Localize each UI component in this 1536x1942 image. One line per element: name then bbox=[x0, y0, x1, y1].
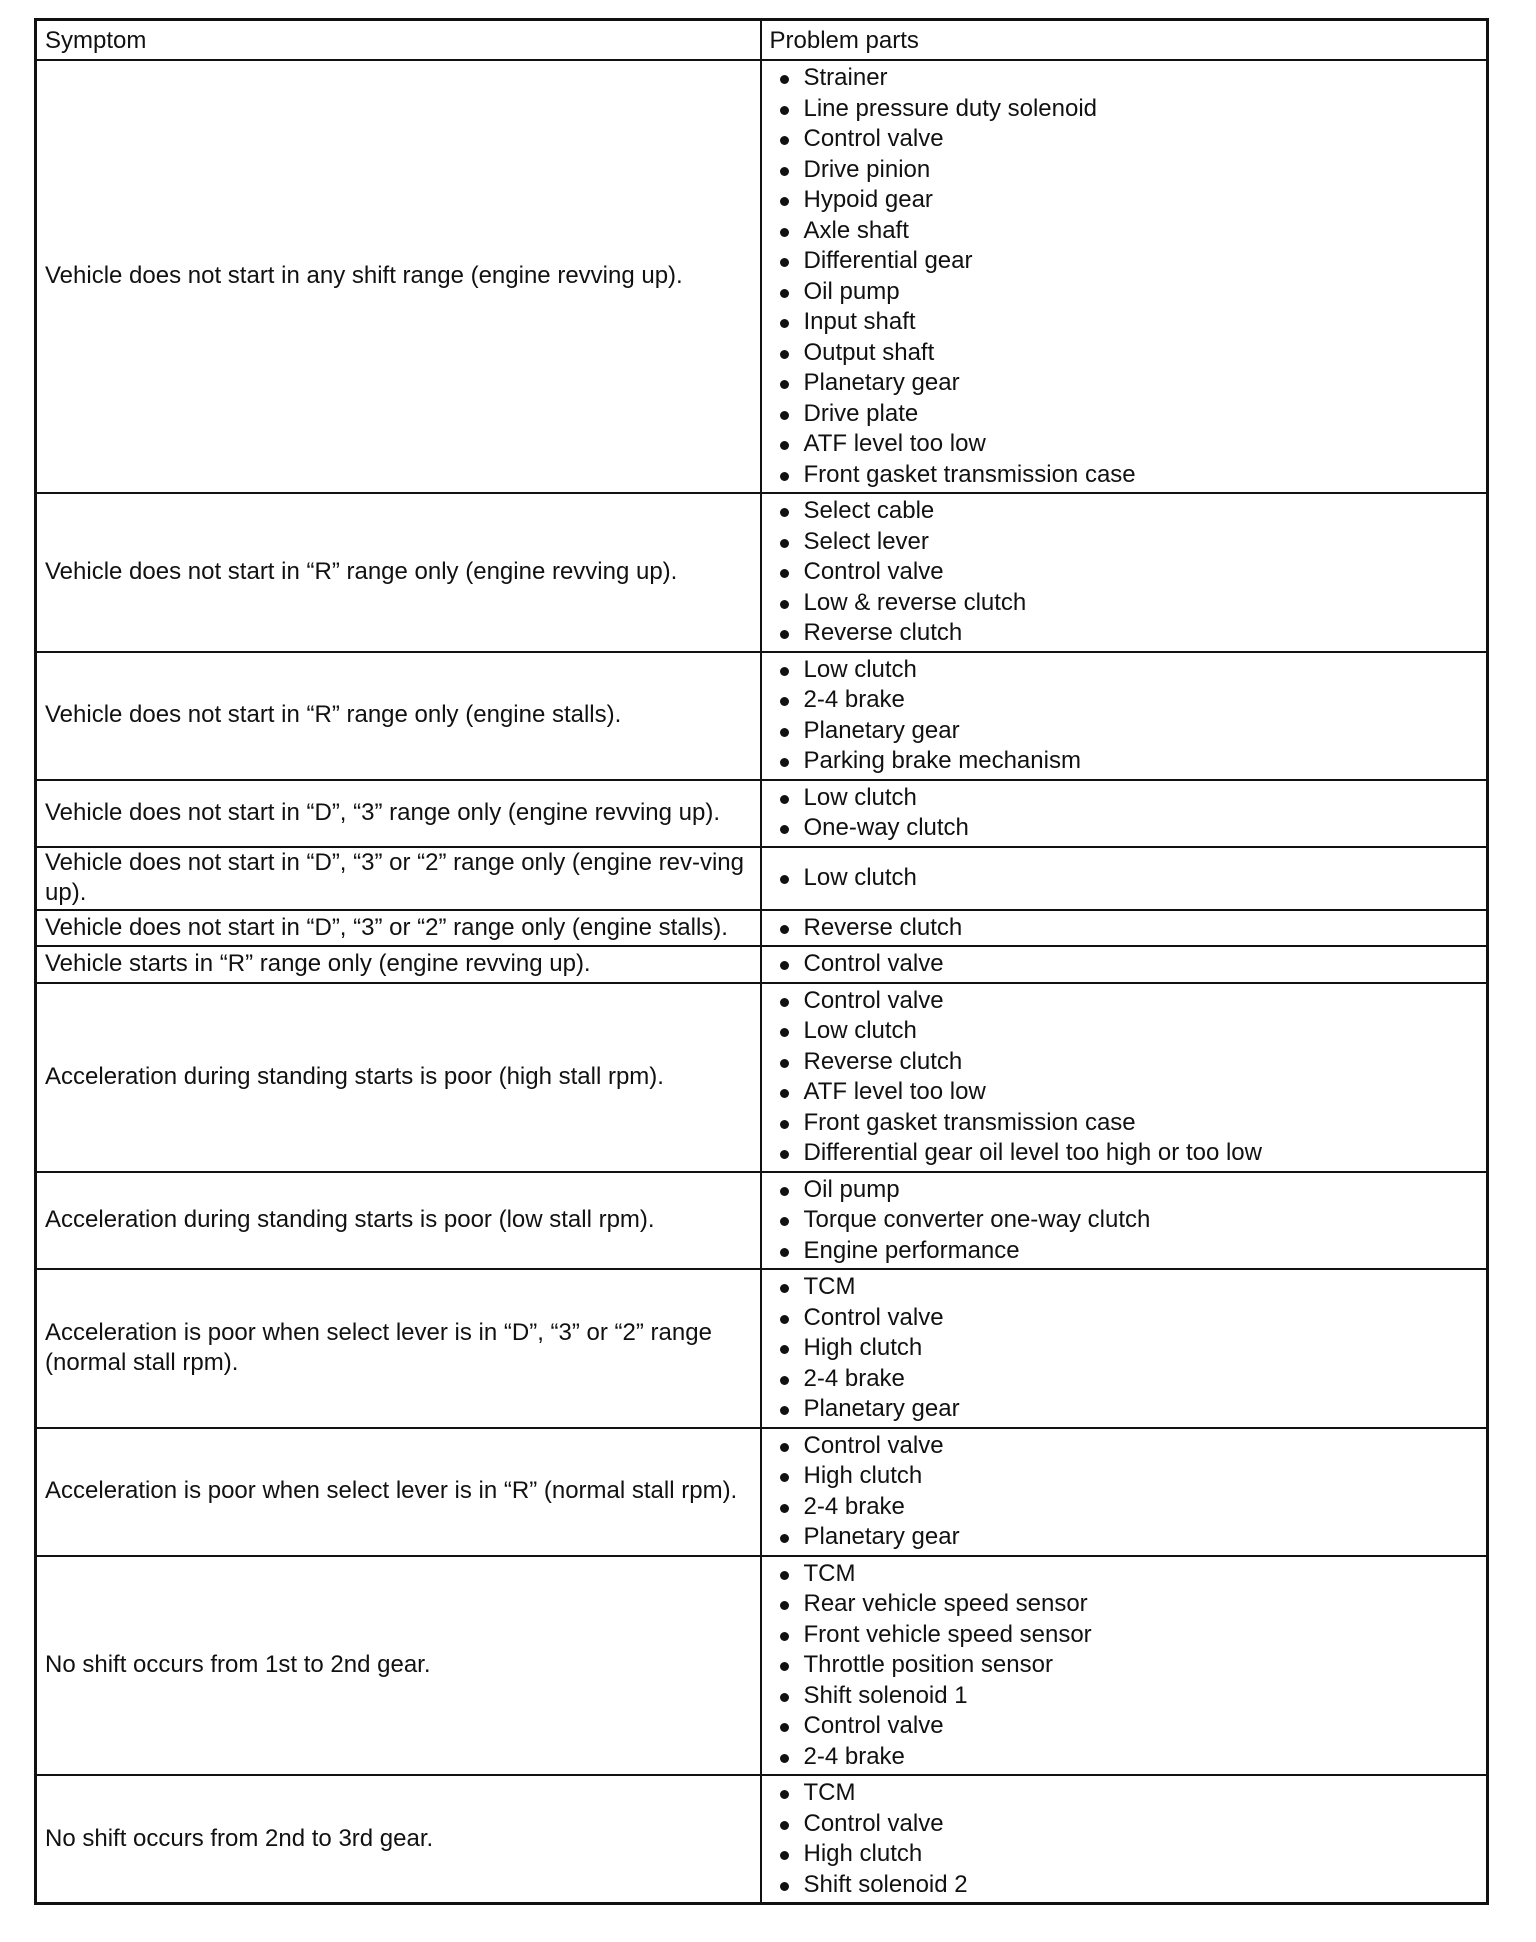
list-item: Shift solenoid 2 bbox=[778, 1870, 1479, 1901]
symptom-cell: Vehicle does not start in “D”, “3” or “2” range only (engine rev-ving up). bbox=[36, 847, 761, 910]
symptom-header: Symptom bbox=[36, 20, 761, 61]
table-row bbox=[36, 60, 1488, 493]
symptom-cell: No shift occurs from 2nd to 3rd gear. bbox=[36, 1775, 761, 1904]
symptom-table bbox=[34, 18, 1489, 1905]
table-row bbox=[36, 946, 1488, 983]
parts-list bbox=[770, 1429, 1479, 1555]
symptom-cell: Vehicle starts in “R” range only (engine revving up). bbox=[36, 946, 761, 983]
problem-parts-cell bbox=[761, 1428, 1488, 1556]
problem-parts-cell bbox=[761, 1775, 1488, 1904]
list-item: Low clutch bbox=[778, 1016, 1479, 1047]
list-item: High clutch bbox=[778, 1839, 1479, 1870]
list-item: Control valve bbox=[778, 1431, 1479, 1462]
list-item: 2-4 brake bbox=[778, 1364, 1479, 1395]
parts-list bbox=[770, 494, 1479, 651]
list-item: Oil pump bbox=[778, 277, 1479, 308]
list-item: Planetary gear bbox=[778, 716, 1479, 747]
parts-list bbox=[770, 861, 1479, 896]
list-item: Control valve bbox=[778, 1711, 1479, 1742]
parts-list bbox=[770, 1173, 1479, 1269]
problem-parts-cell bbox=[761, 946, 1488, 983]
parts-list bbox=[770, 61, 1479, 492]
list-item: Control valve bbox=[778, 124, 1479, 155]
symptom-cell: Vehicle does not start in any shift range (engine revving up). bbox=[36, 60, 761, 493]
list-item: ATF level too low bbox=[778, 429, 1479, 460]
list-item: Low clutch bbox=[778, 863, 1479, 894]
list-item: High clutch bbox=[778, 1461, 1479, 1492]
table-row bbox=[36, 1269, 1488, 1428]
list-item: Front gasket transmission case bbox=[778, 1108, 1479, 1139]
problem-parts-cell bbox=[761, 652, 1488, 780]
list-item: Hypoid gear bbox=[778, 185, 1479, 216]
list-item: Shift solenoid 1 bbox=[778, 1681, 1479, 1712]
problem-parts-cell bbox=[761, 1269, 1488, 1428]
problem-parts-cell bbox=[761, 847, 1488, 910]
table-row bbox=[36, 1428, 1488, 1556]
symptom-cell: No shift occurs from 1st to 2nd gear. bbox=[36, 1556, 761, 1776]
header-row bbox=[36, 20, 1488, 61]
list-item: Reverse clutch bbox=[778, 913, 1479, 944]
table-row bbox=[36, 1775, 1488, 1904]
list-item: Front vehicle speed sensor bbox=[778, 1620, 1479, 1651]
list-item: TCM bbox=[778, 1559, 1479, 1590]
parts-list bbox=[770, 1270, 1479, 1427]
list-item: Planetary gear bbox=[778, 1394, 1479, 1425]
parts-list bbox=[770, 1776, 1479, 1902]
parts-list bbox=[770, 947, 1479, 982]
parts-list bbox=[770, 781, 1479, 846]
table-row bbox=[36, 493, 1488, 652]
problem-parts-cell bbox=[761, 60, 1488, 493]
list-item: Control valve bbox=[778, 557, 1479, 588]
list-item: Front gasket transmission case bbox=[778, 460, 1479, 491]
list-item: Rear vehicle speed sensor bbox=[778, 1589, 1479, 1620]
parts-list bbox=[770, 1557, 1479, 1775]
symptom-cell: Acceleration during standing starts is poor (high stall rpm). bbox=[36, 983, 761, 1172]
problem-parts-cell bbox=[761, 780, 1488, 847]
symptom-cell: Acceleration is poor when select lever is in “R” (normal stall rpm). bbox=[36, 1428, 761, 1556]
list-item: Drive plate bbox=[778, 399, 1479, 430]
problem-parts-cell bbox=[761, 493, 1488, 652]
table-body bbox=[36, 60, 1488, 1904]
list-item: Low clutch bbox=[778, 783, 1479, 814]
list-item: Control valve bbox=[778, 986, 1479, 1017]
problem-parts-cell bbox=[761, 1172, 1488, 1270]
list-item: ATF level too low bbox=[778, 1077, 1479, 1108]
list-item: High clutch bbox=[778, 1333, 1479, 1364]
list-item: Drive pinion bbox=[778, 155, 1479, 186]
list-item: TCM bbox=[778, 1778, 1479, 1809]
list-item: Torque converter one-way clutch bbox=[778, 1205, 1479, 1236]
parts-list bbox=[770, 911, 1479, 946]
table-row bbox=[36, 910, 1488, 947]
list-item: Oil pump bbox=[778, 1175, 1479, 1206]
table-row bbox=[36, 780, 1488, 847]
symptom-cell: Vehicle does not start in “R” range only (engine stalls). bbox=[36, 652, 761, 780]
list-item: Input shaft bbox=[778, 307, 1479, 338]
table-row bbox=[36, 983, 1488, 1172]
list-item: Differential gear bbox=[778, 246, 1479, 277]
list-item: Output shaft bbox=[778, 338, 1479, 369]
list-item: Select cable bbox=[778, 496, 1479, 527]
list-item: 2-4 brake bbox=[778, 685, 1479, 716]
parts-list bbox=[770, 653, 1479, 779]
list-item: One-way clutch bbox=[778, 813, 1479, 844]
table-row bbox=[36, 1556, 1488, 1776]
list-item: Axle shaft bbox=[778, 216, 1479, 247]
table-row bbox=[36, 652, 1488, 780]
list-item: Planetary gear bbox=[778, 368, 1479, 399]
parts-list bbox=[770, 984, 1479, 1171]
list-item: Strainer bbox=[778, 63, 1479, 94]
problem-parts-cell bbox=[761, 983, 1488, 1172]
list-item: Reverse clutch bbox=[778, 1047, 1479, 1078]
list-item: TCM bbox=[778, 1272, 1479, 1303]
list-item: Reverse clutch bbox=[778, 618, 1479, 649]
list-item: Control valve bbox=[778, 949, 1479, 980]
symptom-cell: Vehicle does not start in “D”, “3” range only (engine revving up). bbox=[36, 780, 761, 847]
list-item: Differential gear oil level too high or too low bbox=[778, 1138, 1479, 1169]
symptom-cell: Vehicle does not start in “D”, “3” or “2” range only (engine stalls). bbox=[36, 910, 761, 947]
problem-parts-cell bbox=[761, 910, 1488, 947]
problem-parts-header: Problem parts bbox=[761, 20, 1488, 61]
symptom-cell: Acceleration during standing starts is poor (low stall rpm). bbox=[36, 1172, 761, 1270]
list-item: Line pressure duty solenoid bbox=[778, 94, 1479, 125]
list-item: Low clutch bbox=[778, 655, 1479, 686]
symptom-cell: Acceleration is poor when select lever is in “D”, “3” or “2” range (normal stall rpm). bbox=[36, 1269, 761, 1428]
symptom-cell: Vehicle does not start in “R” range only (engine revving up). bbox=[36, 493, 761, 652]
list-item: 2-4 brake bbox=[778, 1492, 1479, 1523]
list-item: Control valve bbox=[778, 1809, 1479, 1840]
problem-parts-cell bbox=[761, 1556, 1488, 1776]
list-item: Throttle position sensor bbox=[778, 1650, 1479, 1681]
table-row bbox=[36, 847, 1488, 910]
list-item: Low & reverse clutch bbox=[778, 588, 1479, 619]
list-item: Control valve bbox=[778, 1303, 1479, 1334]
table-row bbox=[36, 1172, 1488, 1270]
list-item: Parking brake mechanism bbox=[778, 746, 1479, 777]
list-item: Select lever bbox=[778, 527, 1479, 558]
list-item: 2-4 brake bbox=[778, 1742, 1479, 1773]
list-item: Planetary gear bbox=[778, 1522, 1479, 1553]
list-item: Engine performance bbox=[778, 1236, 1479, 1267]
